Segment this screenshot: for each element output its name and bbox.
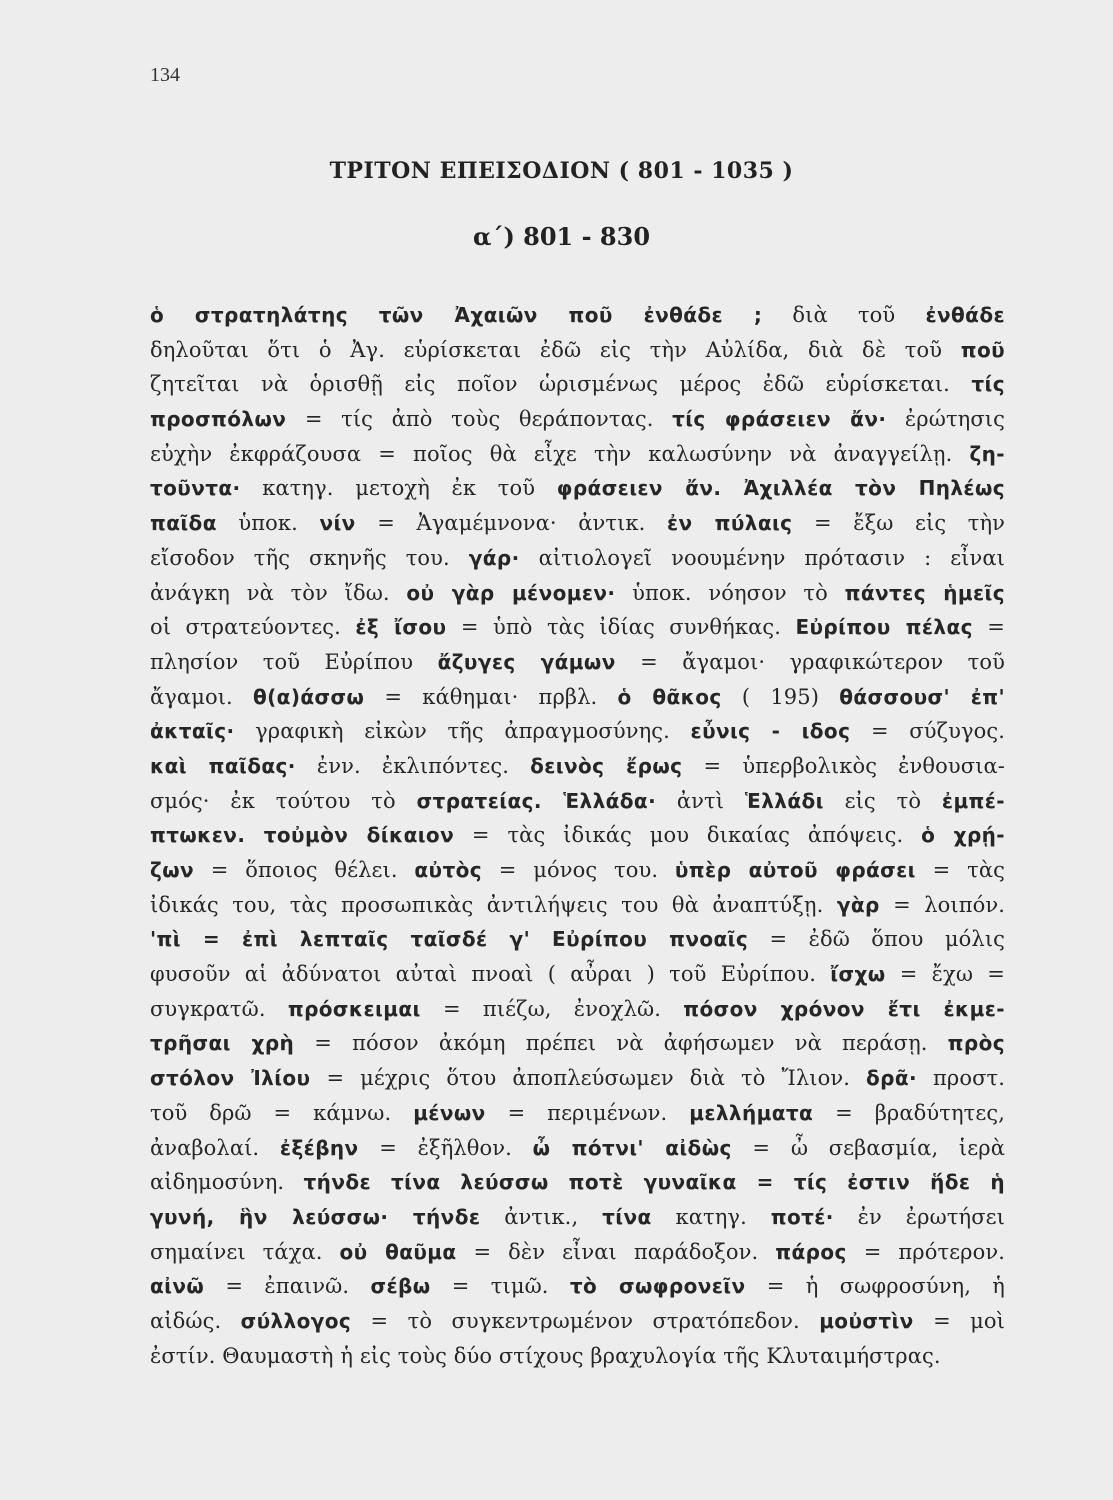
- text-line: [150, 680, 1005, 715]
- lemma-term: τήνδε τίνα λεύσσω ποτὲ γυναῖκα = τίς ἐστιν ἥδε ἡ: [303, 1170, 1005, 1195]
- text-line: [150, 610, 1005, 645]
- lemma-term: παῖδα: [150, 511, 217, 536]
- lemma-term: Εὐρίπου πέλας: [795, 615, 973, 640]
- lemma-term: μένων: [413, 1100, 486, 1125]
- lemma-term: ζη-: [969, 441, 1005, 466]
- lemma-term: ὑπὲρ αὐτοῦ φράσει: [674, 858, 916, 882]
- lemma-term: θάσσουσ' ἐπ': [839, 684, 1006, 709]
- gloss-text: αἰδημοσύνη.: [150, 1170, 304, 1195]
- gloss-text: = λοιπόν.: [879, 892, 1005, 917]
- text-line: [150, 645, 1005, 680]
- gloss-text: ἐρώτησις: [886, 407, 1005, 432]
- text-line: [150, 1269, 1005, 1304]
- lemma-term: γάρ·: [468, 545, 520, 570]
- gloss-text: = ἐδῶ ὅπου μόλις: [748, 927, 1006, 952]
- text-line: [150, 506, 1005, 541]
- text-line: [150, 1235, 1005, 1270]
- text-line: [150, 784, 1005, 819]
- page-number: 134: [150, 64, 180, 86]
- gloss-text: σημαίνει τάχα.: [150, 1239, 340, 1264]
- lemma-term: αὐτὸς: [414, 858, 483, 882]
- lemma-term: πρόσκειμαι: [287, 996, 421, 1021]
- gloss-text: = ὑπὸ τὰς ἰδίας συνθήκας.: [446, 615, 796, 640]
- gloss-text: = ἐπαινῶ.: [204, 1274, 371, 1299]
- lemma-term: τίνα: [602, 1204, 652, 1229]
- gloss-text: = πιέζω, ἐνοχλῶ.: [420, 996, 684, 1021]
- lemma-term: μελλήματα: [689, 1100, 814, 1125]
- lemma-term: οὐ γὰρ μένομεν·: [406, 580, 616, 605]
- lemma-term: τίς: [971, 372, 1005, 397]
- gloss-text: = τὰς ἰδικάς μου δικαίας ἀπόψεις.: [454, 823, 922, 848]
- text-line: [150, 888, 1005, 923]
- gloss-text: = ἄγαμοι· γραφικώτερον τοῦ: [615, 649, 1005, 674]
- text-line: [150, 576, 1005, 611]
- gloss-text: ἀντικ.,: [480, 1204, 603, 1229]
- gloss-text: = μοὶ: [913, 1308, 1005, 1333]
- text-line: [150, 1200, 1005, 1235]
- gloss-text: προστ.: [916, 1066, 1005, 1091]
- text-line: [150, 1165, 1005, 1200]
- gloss-text: = πόσον ἀκόμη πρέπει νὰ ἀφήσωμεν νὰ περάσῃ.: [294, 1031, 948, 1056]
- lemma-term: στρατείας. Ἑλλάδα·: [416, 788, 657, 813]
- text-line: [150, 1096, 1005, 1131]
- gloss-text: διὰ τοῦ: [762, 303, 926, 327]
- lemma-term: πάρος: [775, 1239, 847, 1264]
- lemma-term: δεινὸς ἔρως: [530, 753, 683, 778]
- text-line: [150, 402, 1005, 437]
- text-line: [150, 1131, 1005, 1166]
- lemma-term: γυνή, ἣν λεύσσω· τήνδε: [150, 1204, 481, 1229]
- gloss-text: = ὅποιος θέλει.: [194, 858, 415, 882]
- gloss-text: ἰδικάς του, τὰς προσωπικὰς ἀντιλήψεις του θὰ ἀναπτύξῃ.: [150, 892, 837, 917]
- gloss-text: ἐνν. ἐκλιπόντες.: [295, 753, 531, 778]
- gloss-text: ἐν ἐρωτήσει: [833, 1204, 1005, 1229]
- text-line: [150, 853, 1005, 888]
- gloss-text: αἰδώς.: [150, 1308, 241, 1333]
- text-line: [150, 1061, 1005, 1096]
- gloss-text: κατηγ. μετοχὴ ἐκ τοῦ: [240, 476, 557, 501]
- gloss-text: ὑποκ. νόησον τὸ: [615, 580, 845, 605]
- lemma-term: ἀκταῖς·: [150, 719, 235, 744]
- gloss-text: = μόνος του.: [482, 858, 675, 882]
- text-line: [150, 922, 1005, 957]
- gloss-text: ἄγαμοι.: [150, 684, 253, 709]
- gloss-text: συγκρατῶ.: [150, 996, 288, 1021]
- lemma-term: ὁ στρατηλάτης τῶν Ἀχαιῶν ποῦ ἐνθάδε ;: [150, 303, 763, 327]
- lemma-term: αἰνῶ: [150, 1274, 205, 1299]
- lemma-term: πρὸς: [947, 1031, 1005, 1056]
- lemma-term: μοὐστὶν: [819, 1308, 914, 1333]
- gloss-text: = τὸ συγκεντρωμένον στρατόπεδον.: [351, 1308, 820, 1333]
- gloss-text: σμός· ἐκ τούτου τὸ: [150, 788, 417, 813]
- lemma-term: καὶ παῖδας·: [150, 753, 296, 778]
- lemma-term: τίς φράσειεν ἄν·: [672, 407, 887, 432]
- lemma-term: 'πὶ = ἐπὶ λεπταῖς ταῖσδέ γ' Εὐρίπου πνοαῖς: [150, 927, 749, 952]
- lemma-term: ὁ θᾶκος: [617, 684, 722, 709]
- gloss-text: = τιμῶ.: [430, 1274, 570, 1299]
- gloss-text: τοῦ δρῶ = κάμνω.: [150, 1100, 414, 1125]
- gloss-text: = σύζυγος.: [850, 719, 1005, 744]
- lemma-term: νίν: [319, 511, 356, 536]
- lemma-term: Ἑλλάδι: [744, 788, 824, 813]
- lemma-term: πόσον χρόνον ἔτι ἐκμε-: [683, 996, 1005, 1021]
- text-line: [150, 437, 1005, 472]
- lemma-term: ποτέ·: [770, 1204, 834, 1229]
- text-line: [150, 1026, 1005, 1061]
- section-title: ΤΡΙΤΟΝ ΕΠΕΙΣΟΔΙΟΝ ( 801 - 1035 ): [329, 158, 794, 184]
- text-line: [150, 1339, 1005, 1374]
- lemma-term: προσπόλων: [150, 407, 287, 432]
- gloss-text: ὑποκ.: [216, 511, 320, 536]
- gloss-text: οἱ στρατεύοντες.: [150, 615, 356, 640]
- gloss-text: = ἐξῆλθον.: [358, 1135, 533, 1160]
- gloss-text: εἰς τὸ: [823, 788, 942, 813]
- section-subtitle: α΄) 801 - 830: [472, 222, 651, 251]
- lemma-term: σύλλογος: [240, 1308, 352, 1333]
- text-line: [150, 1304, 1005, 1339]
- gloss-text: ζητεῖται νὰ ὁρισθῇ εἰς ποῖον ὡρισμένως μέρος ἐδῶ εὑρίσκεται.: [150, 372, 972, 397]
- gloss-text: εἴσοδον τῆς σκηνῆς του.: [150, 545, 469, 570]
- lemma-term: στόλον Ἰλίου: [150, 1066, 311, 1091]
- text-line: [150, 541, 1005, 576]
- gloss-text: ἀντὶ: [656, 788, 745, 813]
- gloss-text: = βραδύτητες,: [813, 1100, 1006, 1125]
- lemma-term: ζων: [150, 858, 195, 882]
- gloss-text: = τίς ἀπὸ τοὺς θεράποντας.: [286, 407, 673, 432]
- text-line: [150, 367, 1005, 402]
- gloss-text: δηλοῦται ὅτι ὁ Ἀγ. εὑρίσκεται ἐδῶ εἰς τὴν Αὐλίδα, διὰ δὲ τοῦ: [150, 337, 961, 362]
- text-line: [150, 333, 1005, 368]
- gloss-text: φυσοῦν αἱ ἀδύνατοι αὐταὶ πνοαὶ ( αὖραι ) τοῦ Εὐρίπου.: [150, 962, 831, 987]
- lemma-term: ἐξέβην: [279, 1135, 359, 1160]
- gloss-text: =: [972, 615, 1006, 640]
- lemma-term: γὰρ: [836, 892, 880, 917]
- gloss-text: αἰτιολογεῖ νοουμένην πρότασιν : εἶναι: [519, 545, 1005, 570]
- gloss-text: = περιμένων.: [485, 1100, 690, 1125]
- lemma-term: δρᾶ·: [865, 1066, 917, 1091]
- text-line: [150, 714, 1005, 749]
- gloss-text: = ἔξω εἰς τὴν: [792, 511, 1006, 536]
- gloss-text: = ἔχω =: [885, 962, 1006, 987]
- lemma-term: ἴσχω: [830, 962, 886, 987]
- gloss-text: κατηγ.: [651, 1204, 771, 1229]
- lemma-term: ἐξ ἴσου: [355, 615, 447, 640]
- gloss-text: = κάθημαι· πρβλ.: [364, 684, 618, 709]
- lemma-term: τοῦντα·: [150, 476, 241, 501]
- gloss-text: = Ἀγαμέμνονα· ἀντικ.: [355, 511, 667, 536]
- lemma-term: ποῦ: [960, 337, 1005, 362]
- gloss-text: = πρότερον.: [846, 1239, 1005, 1264]
- gloss-text: ἀνάγκη νὰ τὸν ἴδω.: [150, 580, 407, 605]
- lemma-term: πτωκεν. τοὐμὸν δίκαιον: [150, 823, 455, 848]
- lemma-term: ἄζυγες γάμων: [437, 649, 616, 674]
- gloss-text: = ὑπερβολικὸς ἐνθουσια-: [682, 753, 1006, 778]
- text-line: [150, 298, 1005, 333]
- gloss-text: ἐστίν. Θαυμαστὴ ἡ εἰς τοὺς δύο στίχους βραχυλογία τῆς Κλυταιμήστρας.: [150, 1343, 941, 1368]
- gloss-text: ( 195): [721, 684, 840, 709]
- gloss-text: εὐχὴν ἐκφράζουσα = ποῖος θὰ εἶχε τὴν καλωσύνην νὰ ἀναγγείλῃ.: [150, 441, 970, 466]
- gloss-text: = μέχρις ὅτου ἀποπλεύσωμεν διὰ τὸ Ἴλιον.: [310, 1066, 866, 1091]
- text-line: [150, 471, 1005, 506]
- gloss-text: γραφικὴ εἰκὼν τῆς ἀπραγμοσύνης.: [234, 719, 691, 744]
- gloss-text: πλησίον τοῦ Εὐρίπου: [150, 649, 438, 674]
- gloss-text: ἀναβολαί.: [150, 1135, 280, 1160]
- gloss-text: = τὰς: [915, 858, 1006, 882]
- lemma-term: εὖνις - ιδος: [690, 719, 851, 744]
- lemma-term: ἐμπέ-: [941, 788, 1006, 813]
- gloss-text: = ὦ σεβασμία, ἱερὰ: [731, 1135, 1005, 1160]
- lemma-term: ὦ πότνι' αἰδὼς: [532, 1135, 732, 1160]
- gloss-text: = δὲν εἶναι παράδοξον.: [456, 1239, 776, 1264]
- text-line: [150, 957, 1005, 992]
- gloss-text: = ἡ σωφροσύνη, ἡ: [745, 1274, 1005, 1299]
- text-line: [150, 992, 1005, 1027]
- lemma-term: σέβω: [370, 1274, 431, 1299]
- lemma-term: τὸ σωφρονεῖν: [569, 1274, 746, 1299]
- text-line: [150, 749, 1005, 784]
- lemma-term: τρῆσαι χρὴ: [150, 1031, 295, 1056]
- text-line: [150, 818, 1005, 853]
- lemma-term: φράσειεν ἄν. Ἀχιλλέα τὸν Πηλέως: [556, 476, 1005, 501]
- commentary-text: [150, 298, 1005, 1373]
- lemma-term: ἐνθάδε: [925, 303, 1005, 327]
- lemma-term: ὁ χρῄ-: [921, 823, 1006, 848]
- lemma-term: θ(α)άσσω: [253, 684, 365, 709]
- lemma-term: πάντες ἡμεῖς: [844, 580, 1006, 605]
- lemma-term: οὐ θαῦμα: [339, 1239, 457, 1264]
- lemma-term: ἐν πύλαις: [666, 511, 793, 536]
